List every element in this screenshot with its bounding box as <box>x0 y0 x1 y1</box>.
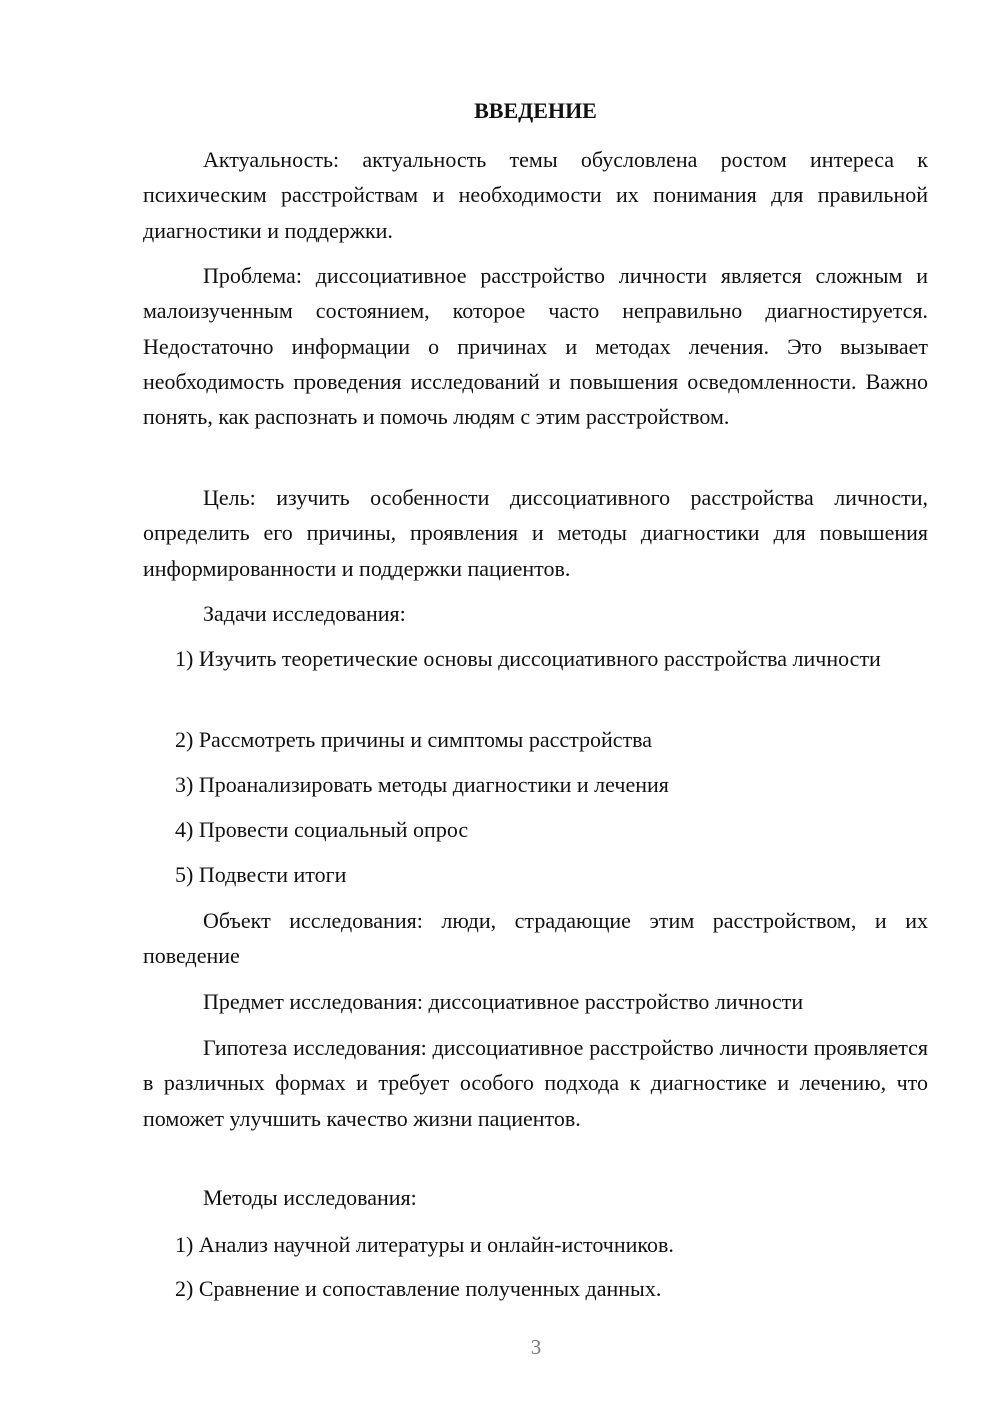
goal-paragraph: Цель: изучить особенности диссоциативного расстройства личности, определить его причины, проявления и методы диагностики для повышения информированности и поддержки пациентов. <box>143 485 928 581</box>
task-item-3: 3) Проанализировать методы диагностики и лечения <box>175 772 669 797</box>
tasks-heading: Задачи исследования: <box>203 601 406 626</box>
page-number: 3 <box>530 1335 542 1359</box>
section-title: ВВЕДЕНИЕ <box>474 98 597 123</box>
subject-paragraph: Предмет исследования: диссоциативное расстройство личности <box>203 989 804 1014</box>
methods-heading: Методы исследования: <box>203 1185 417 1210</box>
problem-paragraph: Проблема: диссоциативное расстройство личности является сложным и малоизученным состоянием, которое часто неправильно диагностируется. Недостаточно информации о причинах и методах лечения. Это вызывает необходимость проведения исследований и повышения осведомленности. Важно понять, как распознать и помочь людям с этим расстройством. <box>143 263 928 430</box>
method-item-2: 2) Сравнение и сопоставление полученных данных. <box>175 1276 662 1301</box>
hypothesis-paragraph: Гипотеза исследования: диссоциативное расстройство личности проявляется в различных формах и требует особого подхода к диагностике и лечению, что поможет улучшить качество жизни пациентов. <box>143 1035 928 1131</box>
task-item-4: 4) Провести социальный опрос <box>175 817 469 842</box>
task-item-2: 2) Рассмотреть причины и симптомы расстройства <box>175 727 653 752</box>
object-paragraph: Объект исследования: люди, страдающие этим расстройством, и их поведение <box>143 908 928 969</box>
task-item-5: 5) Подвести итоги <box>175 862 347 887</box>
relevance-paragraph: Актуальность: актуальность темы обусловлена ростом интереса к психическим расстройствам и необходимости их понимания для правильной диагностики и поддержки. <box>143 147 928 243</box>
method-item-1: 1) Анализ научной литературы и онлайн-источников. <box>175 1232 674 1257</box>
task-item-1: 1) Изучить теоретические основы диссоциативного расстройства личности <box>175 646 881 671</box>
